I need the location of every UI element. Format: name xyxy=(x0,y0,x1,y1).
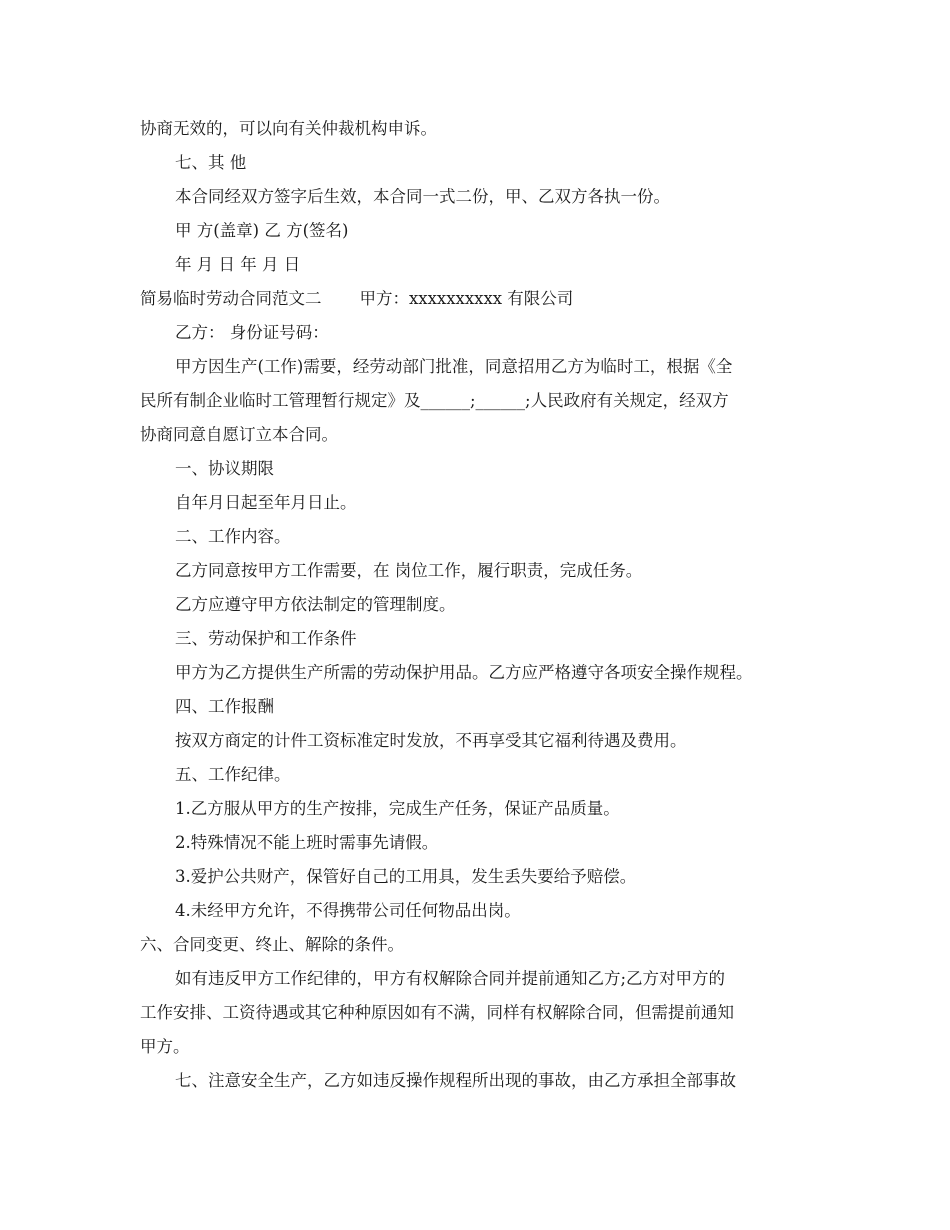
document-title: 简易临时劳动合同范文二 xyxy=(140,289,322,308)
date-line: 年 月 日 年 月 日 xyxy=(175,255,301,274)
section-heading: 七、其 他 xyxy=(175,153,247,172)
text-line: 本合同经双方签字后生效，本合同一式二份，甲、乙双方各执一份。 xyxy=(175,187,670,206)
section-heading: 六、合同变更、终止、解除的条件。 xyxy=(140,935,404,954)
section-heading: 三、劳动保护和工作条件 xyxy=(175,629,357,648)
text-line: 甲方因生产(工作)需要，经劳动部门批准，同意招用乙方为临时工，根据《全 xyxy=(175,357,733,376)
section-heading: 二、工作内容。 xyxy=(175,527,291,546)
section-heading: 五、工作纪律。 xyxy=(175,765,291,784)
list-item: 3.爱护公共财产，保管好自己的工用具，发生丢失要给予赔偿。 xyxy=(175,867,637,886)
text-line: 乙方应遵守甲方依法制定的管理制度。 xyxy=(175,595,456,614)
section-heading: 四、工作报酬 xyxy=(175,697,274,716)
text-line: 工作安排、工资待遇或其它种种原因如有不满，同样有权解除合同，但需提前通知 xyxy=(140,1003,734,1022)
section-heading: 一、协议期限 xyxy=(175,459,274,478)
text-line: 如有违反甲方工作纪律的，甲方有权解除合同并提前通知乙方;乙方对甲方的 xyxy=(175,969,726,988)
party-a-line: 甲方：xxxxxxxxxx 有限公司 xyxy=(359,289,574,308)
text-line: 甲方为乙方提供生产所需的劳动保护用品。乙方应严格遵守各项安全操作规程。 xyxy=(175,663,753,682)
signature-line: 甲 方(盖章) 乙 方(签名) xyxy=(175,221,349,240)
text-line: 自年月日起至年月日止。 xyxy=(175,493,357,512)
text-line: 民所有制企业临时工管理暂行规定》及______;______;人民政府有关规定，经双方 xyxy=(140,391,729,410)
list-item: 1.乙方服从甲方的生产按排，完成生产任务，保证产品质量。 xyxy=(175,799,620,818)
party-b-line: 乙方： 身份证号码： xyxy=(175,323,329,342)
document-heading-line xyxy=(140,288,573,310)
text-line: 乙方同意按甲方工作需要，在 岗位工作，履行职责，完成任务。 xyxy=(175,561,643,580)
list-item: 4.未经甲方允许，不得携带公司任何物品出岗。 xyxy=(175,901,521,920)
text-line: 协商同意自愿订立本合同。 xyxy=(140,425,338,444)
list-item: 2.特殊情况不能上班时需事先请假。 xyxy=(175,833,439,852)
text-line: 甲方。 xyxy=(140,1037,190,1056)
text-line: 按双方商定的计件工资标准定时发放，不再享受其它福利待遇及费用。 xyxy=(175,731,687,750)
text-line: 协商无效的，可以向有关仲裁机构申诉。 xyxy=(140,119,437,138)
text-line: 七、注意安全生产，乙方如违反操作规程所出现的事故，由乙方承担全部事故 xyxy=(175,1071,736,1090)
